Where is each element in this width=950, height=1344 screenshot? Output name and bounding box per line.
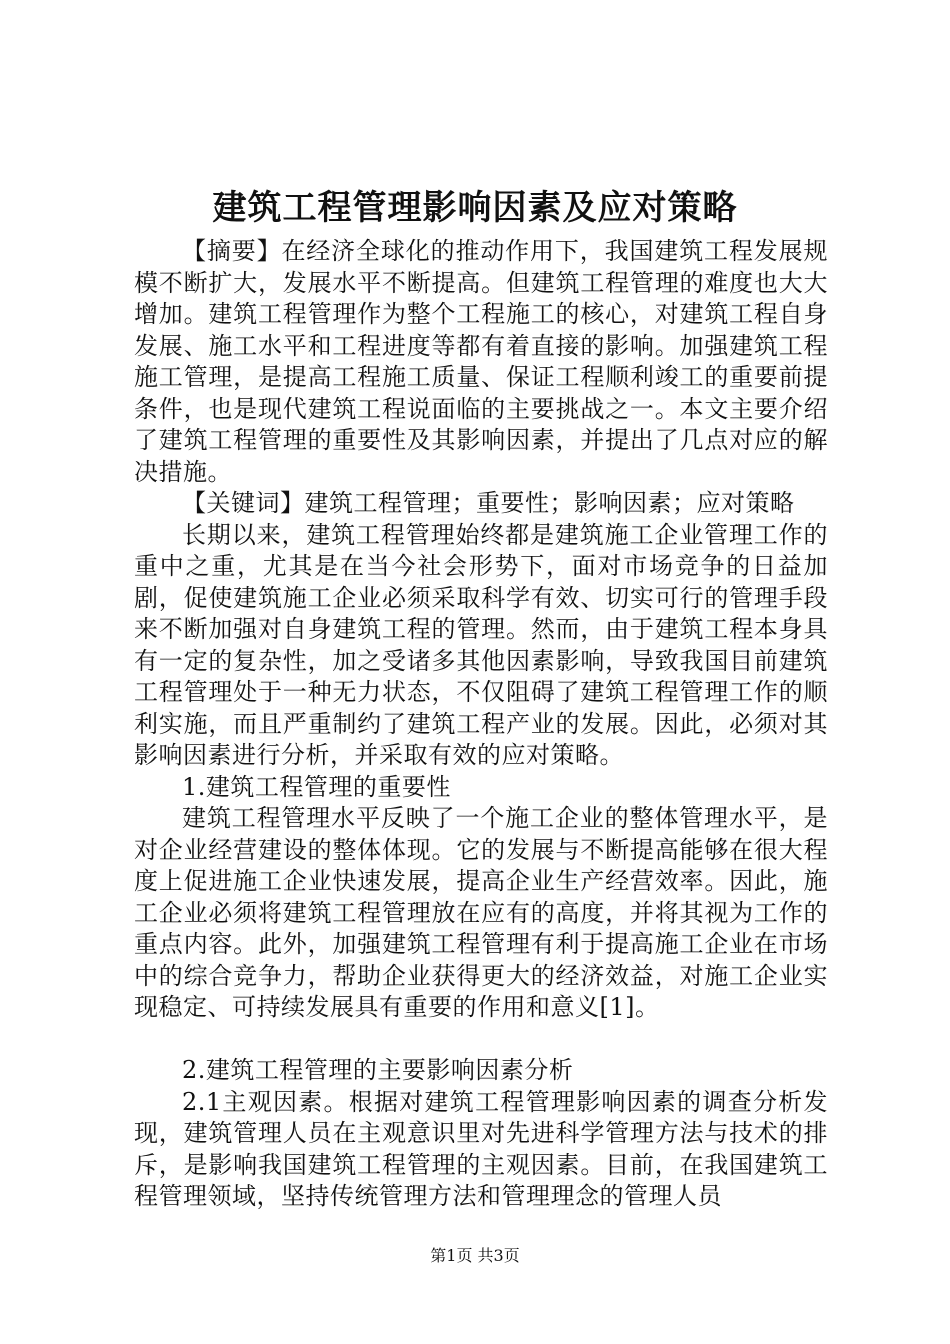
page-footer: 第1页 共3页 [430, 1246, 520, 1265]
section-heading-1: 1.建筑工程管理的重要性 [182, 772, 451, 801]
intro-paragraph: 长期以来，建筑工程管理始终都是建筑施工企业管理工作的重中之重，尤其是在当今社会形势下，面对市场竞争的日益加剧，促使建筑施工企业必须采取科学有效、切实可行的管理手段来不断加强对自身建筑工程的管理。然而，由于建筑工程本身具有一定的复杂性，加之受诸多其他因素影响，导致我国目前建筑工程管理处于一种无力状态，不仅阻碍了建筑工程管理工作的顺利实施，而且严重制约了建筑工程产业的发展。因此，必须对其影响因素进行分析，并采取有效的应对策略。 [134, 520, 828, 769]
section-heading-2: 2.建筑工程管理的主要影响因素分析 [182, 1056, 574, 1084]
page-title: 建筑工程管理影响因素及应对策略 [212, 188, 738, 228]
abstract-paragraph: 【摘要】在经济全球化的推动作用下，我国建筑工程发展规模不断扩大，发展水平不断提高。但建筑工程管理的难度也大大增加。建筑工程管理作为整个工程施工的核心，对建筑工程自身发展、施工水平和工程进度等都有着直接的影响。加强建筑工程施工管理，是提高工程施工质量、保证工程顺利竣工的重要前提条件，也是现代建筑工程说面临的主要挑战之一。本文主要介绍了建筑工程管理的重要性及其影响因素，并提出了几点对应的解决措施。 [134, 237, 828, 486]
blank-line [134, 1024, 828, 1056]
section-1-paragraph: 建筑工程管理水平反映了一个施工企业的整体管理水平，是对企业经营建设的整体体现。它的发展与不断提高能够在很大程度上促进施工企业快速发展，提高企业生产经营效率。因此，施工企业必须将建筑工程管理放在应有的高度，并将其视为工作的重点内容。此外，加强建筑工程管理有利于提高施工企业在市场中的综合竞争力，帮助企业获得更大的经济效益，对施工企业实现稳定、可持续发展具有重要的作用和意义[1]。 [134, 804, 828, 1021]
document-body [134, 236, 828, 1213]
section-2-1-paragraph: 2.1主观因素。根据对建筑工程管理影响因素的调查分析发现，建筑管理人员在主观意识里对先进科学管理方法与技术的排斥，是影响我国建筑工程管理的主观因素。目前，在我国建筑工程管理领域，坚持传统管理方法和管理理念的管理人员 [134, 1087, 828, 1210]
keywords-paragraph: 【关键词】建筑工程管理；重要性；影响因素；应对策略 [182, 489, 795, 517]
